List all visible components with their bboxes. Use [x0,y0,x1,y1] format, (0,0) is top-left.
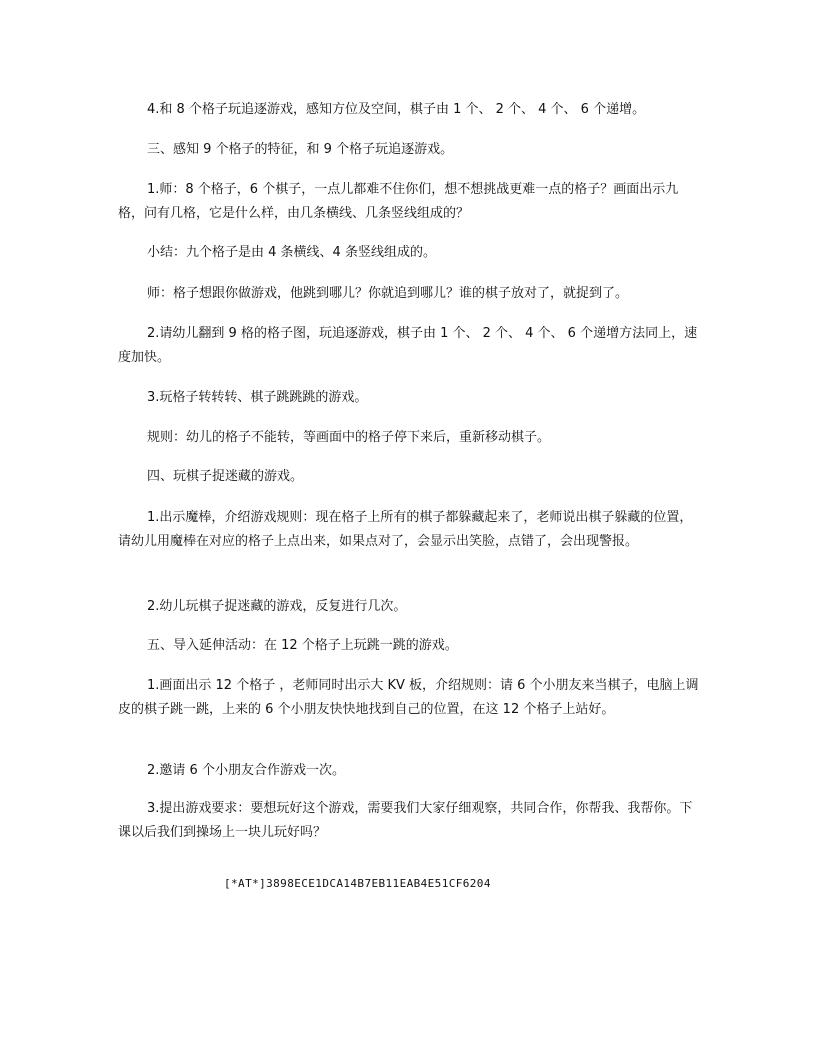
paragraph-teacher-game: 师：格子想跟你做游戏，他跳到哪儿？你就追到哪儿？谁的棋子放对了，就捉到了。 [147,286,629,301]
section-heading-3: 三、感知 9 个格子的特征，和 9 个格子玩追逐游戏。 [147,142,454,157]
section-heading-4: 四、玩棋子捉迷藏的游戏。 [147,469,304,484]
paragraph-step-4-chase-game: 4.和 8 个格子玩追逐游戏，感知方位及空间，棋子由 1 个、 2 个、 4 个、 6 个递增。 [147,102,646,117]
document-code: [*AT*]3898ECE1DCA14B7EB11EAB4E51CF6204 [224,877,491,890]
paragraph-invite-children: 2.邀请 6 个小朋友合作游戏一次。 [147,763,345,778]
paragraph-hide-and-seek-repeat: 2.幼儿玩棋子捉迷藏的游戏，反复进行几次。 [147,599,407,614]
paragraph-step-2-nine-grid: 2.请幼儿翻到 9 格的格子图，玩追逐游戏，棋子由 1 个、 2 个、 4 个、 6 个递增方法同上，速度加快。 [118,326,698,365]
paragraph-twelve-grid: 1.画面出示 12 个格子 ，老师同时出示大 KV 板，介绍规则：请 6 个小朋友来当棋子，电脑上调皮的棋子跳一跳，上来的 6 个小朋友快快地找到自己的位置，在这 12 个格子上站好。 [118,678,699,717]
section-heading-5: 五、导入延伸活动：在 12 个格子上玩跳一跳的游戏。 [147,638,458,653]
paragraph-magic-wand: 1.出示魔棒，介绍游戏规则：现在格子上所有的棋子都躲藏起来了，老师说出棋子躲藏的位置，请幼儿用魔棒在对应的格子上点出来，如果点对了，会显示出笑脸，点错了，会出现警报。 [118,510,693,549]
paragraph-rules: 规则：幼儿的格子不能转，等画面中的格子停下来后，重新移动棋子。 [147,430,551,445]
paragraph-game-requirements: 3.提出游戏要求：要想玩好这个游戏，需要我们大家仔细观察，共同合作，你帮我、我帮你。下课以后我们到操场上一块儿玩好吗？ [118,801,693,840]
paragraph-summary: 小结：九个格子是由 4 条横线、4 条竖线组成的。 [147,245,436,260]
paragraph-teacher-question: 1.师：8 个格子，6 个棋子，一点儿都难不住你们，想不想挑战更难一点的格子？画面出示九格，问有几格，它是什么样，由几条横线、几条竖线组成的？ [118,182,679,221]
paragraph-step-3-rotate-game: 3.玩格子转转转、棋子跳跳跳的游戏。 [147,390,368,405]
